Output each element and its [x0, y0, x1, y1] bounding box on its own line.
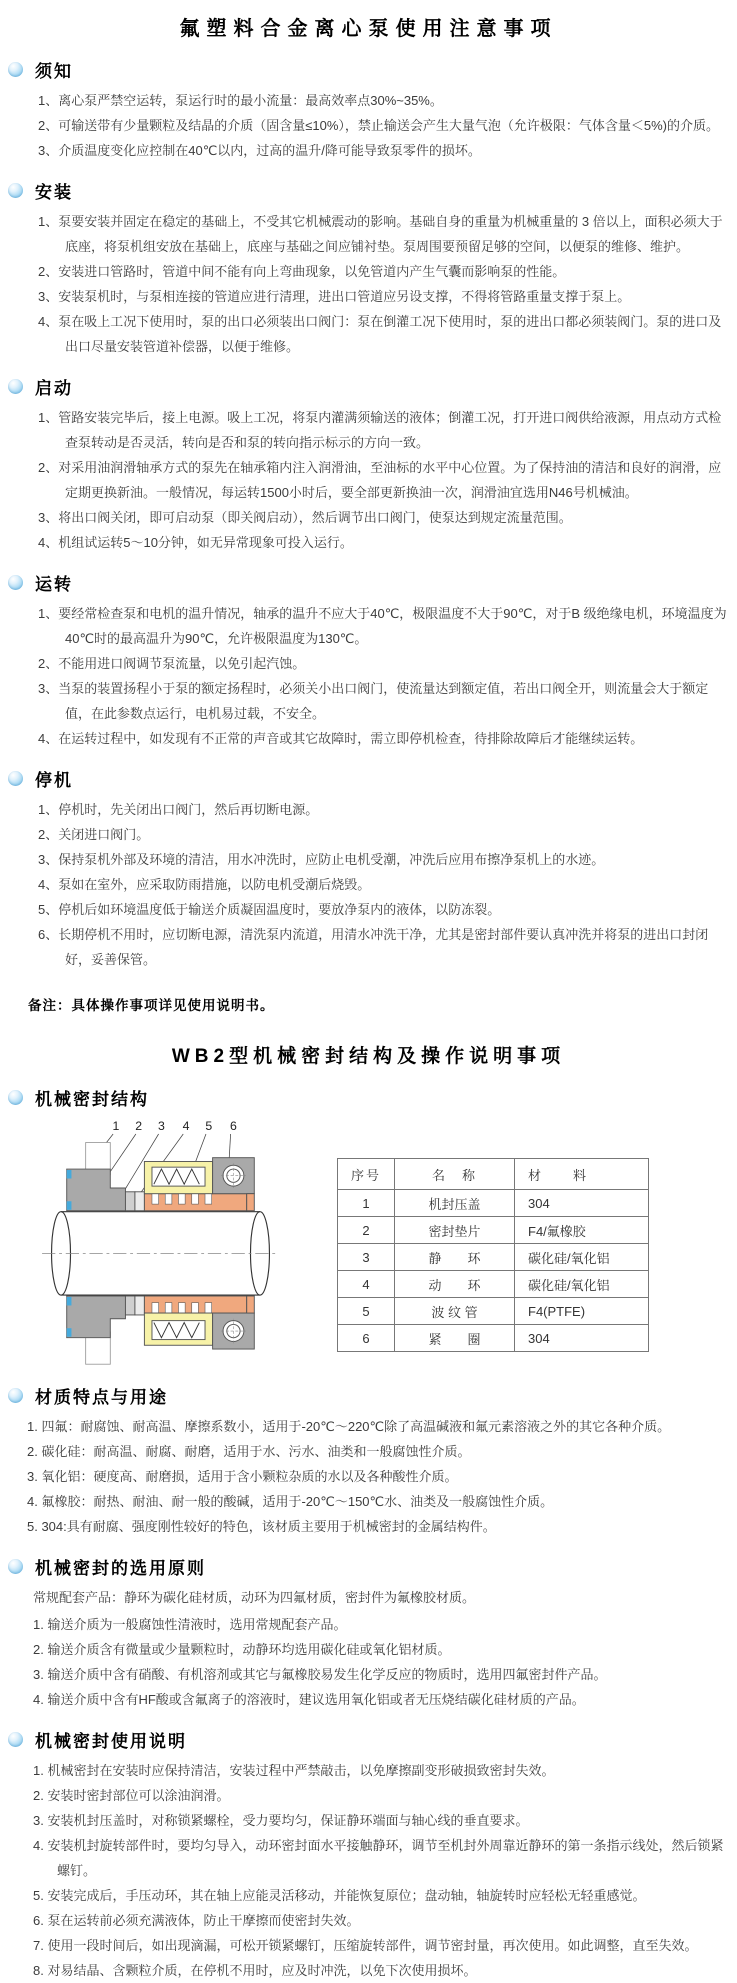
- part-material: 304: [515, 1325, 649, 1352]
- part-material: F4/氟橡胶: [515, 1217, 649, 1244]
- section-heading: 机械密封的选用原则: [35, 1559, 206, 1578]
- section-items: [38, 88, 733, 163]
- list-item: 4、机组试运转5～10分钟，如无异常现象可投入运行。: [38, 535, 353, 550]
- list-item: 2、安装进口管路时，管道中间不能有向上弯曲现象，以免管道内产生气囊而影响泵的性能。: [38, 264, 566, 279]
- diagram-callout-number: 4: [182, 1119, 190, 1134]
- section-header: [0, 178, 737, 203]
- section-shutdown: [0, 766, 737, 972]
- list-item: 2、对采用油润滑轴承方式的泵先在轴承箱内注入润滑油，至油标的水平中心位置。为了保持油的清洁和良好的润滑，应定期更换新油。一般情况，每运转1500小时后，要全部更新换油一次，润滑油宜选用N46号机械油。: [38, 460, 722, 500]
- page-title-2: WB2型机械密封结构及操作说明事项: [171, 1046, 566, 1067]
- section-header: [0, 570, 737, 595]
- part-name: 机封压盖: [395, 1190, 515, 1217]
- list-item: 2. 输送介质含有微量或少量颗粒时，动静环均选用碳化硅或氧化铝材质。: [33, 1642, 451, 1657]
- section-items: [38, 601, 733, 751]
- section-seal-selection: [0, 1554, 737, 1712]
- list-item: 6、长期停机不用时，应切断电源，清洗泵内流道，用清水冲洗干净，尤其是密封部件要认真冲洗并将泵的进出口封闭好，妥善保管。: [38, 927, 709, 967]
- section-items: [27, 1414, 733, 1539]
- diagram-callout-number: 5: [205, 1119, 213, 1134]
- page-title: 氟塑料合金离心泵使用注意事项: [179, 18, 558, 40]
- diagram-callout-number: 1: [112, 1119, 120, 1134]
- column-header-material: 材 料: [515, 1159, 649, 1190]
- parts-table-row: [338, 1244, 649, 1271]
- list-item: 5、停机后如环境温度低于输送介质凝固温度时，要放净泵内的液体，以防冻裂。: [38, 902, 501, 917]
- spring-cavity: [152, 1167, 205, 1186]
- part-index: 5: [338, 1298, 395, 1325]
- list-item: 6. 泵在运转前必须充满液体，防止干摩擦而使密封失效。: [33, 1913, 360, 1928]
- list-item: 1. 四氟：耐腐蚀、耐高温、摩擦系数小，适用于-20℃～220℃除了高温碱液和氟元素溶液之外的其它各种介质。: [27, 1419, 671, 1434]
- list-item: 3、当泵的装置扬程小于泵的额定扬程时，必须关小出口阀门，使流量达到额定值，若出口阀全开，则流量会大于额定值，在此参数点运行，电机易过载，不安全。: [38, 681, 709, 721]
- list-item: 1、要经常检查泵和电机的温升情况，轴承的温升不应大于40℃，极限温度不大于90℃，对于B 级绝缘电机，环境温度为40℃时的最高温升为90℃，允许极限温度为130℃。: [38, 606, 727, 646]
- section-heading: 机械密封使用说明: [35, 1732, 187, 1751]
- list-item: 1. 输送介质为一般腐蚀性清液时，选用常规配套产品。: [33, 1617, 347, 1632]
- list-item: 1. 机械密封在安装时应保持清洁，安装过程中严禁敲击，以免摩擦副变形破损致密封失效。: [33, 1763, 555, 1778]
- section-notice: [0, 57, 737, 163]
- seal-structure-content: [42, 1116, 737, 1368]
- static-ring: [125, 1192, 134, 1211]
- column-header-name: 名 称: [395, 1159, 515, 1190]
- seal-assembly-mirrored: [67, 1296, 255, 1364]
- section-header: [0, 1554, 737, 1579]
- list-item: 4、泵在吸上工况下使用时，泵的出口必须装出口阀门：泵在倒灌工况下使用时，泵的进出口都必须装阀门。泵的进口及出口尽量安装管道补偿器，以便于维修。: [38, 314, 722, 354]
- section-header: [0, 374, 737, 399]
- part-material: F4(PTFE): [515, 1298, 649, 1325]
- section-header: [0, 57, 737, 82]
- section-bullet-icon: [8, 771, 23, 786]
- diagram-callout-number: 3: [158, 1119, 165, 1134]
- list-item: 4、在运转过程中，如发现有不正常的声音或其它故障时，需立即停机检查，待排除故障后才能继续运转。: [38, 731, 644, 746]
- section-items: [38, 797, 733, 972]
- section-heading: 停机: [35, 771, 73, 790]
- list-item: 3. 氧化铝：硬度高、耐磨损，适用于含小颗粒杂质的水以及各种酸性介质。: [27, 1469, 458, 1484]
- list-item: 3、介质温度变化应控制在40℃以内，过高的温升/降可能导致泵零件的损坏。: [38, 143, 481, 158]
- section-material-features: [0, 1383, 737, 1539]
- section-items: [33, 1612, 733, 1712]
- list-item: 3、保持泵机外部及环境的清洁，用水冲洗时，应防止电机受潮，冲洗后应用布擦净泵机上的水迹。: [38, 852, 605, 867]
- list-item: 8. 对易结晶、含颗粒介质，在停机不用时，应及时冲洗，以免下次使用损坏。: [33, 1963, 477, 1978]
- section-bullet-icon: [8, 1090, 23, 1105]
- list-item: 4. 安装机封旋转部件时，要均匀导入，动环密封面水平接触静环，调节至机封外周靠近静环的第一条指示线处，然后锁紧螺钉。: [33, 1838, 724, 1878]
- list-item: 1、泵要安装并固定在稳定的基础上，不受其它机械震动的影响。基础自身的重量为机械重量的 3 倍以上，面积必须大于底座，将泵机组安放在基础上，底座与基础之间应铺衬垫。泵周围要预留足够的空间，以便泵的维修、维护。: [38, 214, 723, 254]
- list-item: 3. 安装机封压盖时，对称锁紧螺栓，受力要均匀，保证静环端面与轴心线的垂直要求。: [33, 1813, 529, 1828]
- list-item: 7. 使用一段时间后，如出现滴漏，可松开锁紧螺钉，压缩旋转部件，调节密封量，再次使用。如此调整，直至失效。: [33, 1938, 698, 1953]
- section-installation: [0, 178, 737, 359]
- rotating-ring: [135, 1192, 144, 1211]
- section-seal-usage: [0, 1727, 737, 1983]
- part-material: 304: [515, 1190, 649, 1217]
- list-item: 3. 输送介质中含有硝酸、有机溶剂或其它与氟橡胶易发生化学反应的物质时，选用四氟密封件产品。: [33, 1667, 607, 1682]
- list-item: 5. 安装完成后，手压动环，其在轴上应能灵活移动，并能恢复原位；盘动轴，轴旋转时应轻松无轻重感觉。: [33, 1888, 646, 1903]
- part-index: 2: [338, 1217, 395, 1244]
- section-heading: 材质特点与用途: [35, 1388, 168, 1407]
- section-header: [0, 1383, 737, 1408]
- list-item: 3、安装泵机时，与泵相连接的管道应进行清理，进出口管道应另设支撑，不得将管路重量支撑于泵上。: [38, 289, 631, 304]
- section-bullet-icon: [8, 1732, 23, 1747]
- gasket-strip: [67, 1170, 72, 1179]
- gasket-strip: [67, 1201, 72, 1210]
- part-name: 密封垫片: [395, 1217, 515, 1244]
- section-bullet-icon: [8, 62, 23, 77]
- mechanical-seal-diagram: [42, 1116, 279, 1368]
- list-item: 4. 氟橡胶：耐热、耐油、耐一般的酸碱，适用于-20℃～150℃水、油类及一般腐蚀性介质。: [27, 1494, 554, 1509]
- list-item: 1、停机时，先关闭出口阀门，然后再切断电源。: [38, 802, 319, 817]
- list-item: 2. 安装时密封部位可以涂油润滑。: [33, 1788, 230, 1803]
- list-item: 3、将出口阀关闭，即可启动泵（即关阀启动），然后调节出口阀门，使泵达到规定流量范围。: [38, 510, 572, 525]
- list-item: 4、泵如在室外，应采取防雨措施，以防电机受潮后烧毁。: [38, 877, 371, 892]
- section-heading: 须知: [35, 62, 73, 81]
- section-bullet-icon: [8, 575, 23, 590]
- section-items: [38, 209, 733, 359]
- diagram-callout-number: 6: [230, 1119, 237, 1134]
- seal-parts-table: [337, 1158, 649, 1352]
- section-bullet-icon: [8, 183, 23, 198]
- diagram-callout-number: 2: [135, 1119, 143, 1134]
- part-name: 紧 圈: [395, 1325, 515, 1352]
- section-seal-structure: [0, 1085, 737, 1368]
- list-item: 4. 输送介质中含有HF酸或含氟离子的溶液时，建议选用氧化铝或者无压烧结碳化硅材质的产品。: [33, 1692, 585, 1707]
- section-operation: [0, 570, 737, 751]
- list-item: 2、关闭进口阀门。: [38, 827, 150, 842]
- section-items: [38, 405, 733, 555]
- parts-table-row: [338, 1217, 649, 1244]
- remark-note: 备注：具体操作事项详见使用说明书。: [28, 998, 275, 1013]
- parts-table-row: [338, 1298, 649, 1325]
- list-item: 2. 碳化硅：耐高温、耐腐、耐磨，适用于水、污水、油类和一般腐蚀性介质。: [27, 1444, 471, 1459]
- list-item: 1、管路安装完毕后，接上电源。吸上工况，将泵内灌满须输送的液体；倒灌工况，打开进口阀供给液源，用点动方式检查泵转动是否灵活，转向是否和泵的转向指示标示的方向一致。: [38, 410, 722, 450]
- part-index: 3: [338, 1244, 395, 1271]
- part-name: 静 环: [395, 1244, 515, 1271]
- seal-gland: [67, 1169, 126, 1211]
- parts-table-row: [338, 1190, 649, 1217]
- section-header: [0, 1727, 737, 1752]
- part-name: 动 环: [395, 1271, 515, 1298]
- part-index: 6: [338, 1325, 395, 1352]
- section-bullet-icon: [8, 1559, 23, 1574]
- parts-table-header-row: [338, 1159, 649, 1190]
- part-material: 碳化硅/氧化铝: [515, 1271, 649, 1298]
- section-bullet-icon: [8, 379, 23, 394]
- list-item: 5. 304:具有耐腐、强度刚性较好的特色，该材质主要用于机械密封的金属结构件。: [27, 1519, 496, 1534]
- part-index: 4: [338, 1271, 395, 1298]
- section-bullet-icon: [8, 1388, 23, 1403]
- part-name: 波 纹 管: [395, 1298, 515, 1325]
- selection-intro: 常规配套产品：静环为碳化硅材质，动环为四氟材质，密封件为氟橡胶材质。: [33, 1590, 476, 1605]
- section-heading: 机械密封结构: [35, 1090, 149, 1109]
- list-item: 2、可输送带有少量颗粒及结晶的介质（固含量≤10%），禁止输送会产生大量气泡（允许极限：气体含量＜5%)的介质。: [38, 118, 720, 133]
- section-header: [0, 1085, 737, 1110]
- section-startup: [0, 374, 737, 555]
- seal-assembly: [67, 1143, 255, 1211]
- part-material: 碳化硅/氧化铝: [515, 1244, 649, 1271]
- column-header-index: 序号: [338, 1159, 395, 1190]
- part-index: 1: [338, 1190, 395, 1217]
- section-heading: 启动: [35, 379, 73, 398]
- section-heading: 运转: [35, 575, 73, 594]
- list-item: 1、离心泵严禁空运转，泵运行时的最小流量：最高效率点30%~35%。: [38, 93, 443, 108]
- section-items: [33, 1758, 733, 1983]
- section-heading: 安装: [35, 183, 73, 202]
- parts-table-row: [338, 1325, 649, 1352]
- section-header: [0, 766, 737, 791]
- list-item: 2、不能用进口阀调节泵流量，以免引起汽蚀。: [38, 656, 306, 671]
- parts-table-row: [338, 1271, 649, 1298]
